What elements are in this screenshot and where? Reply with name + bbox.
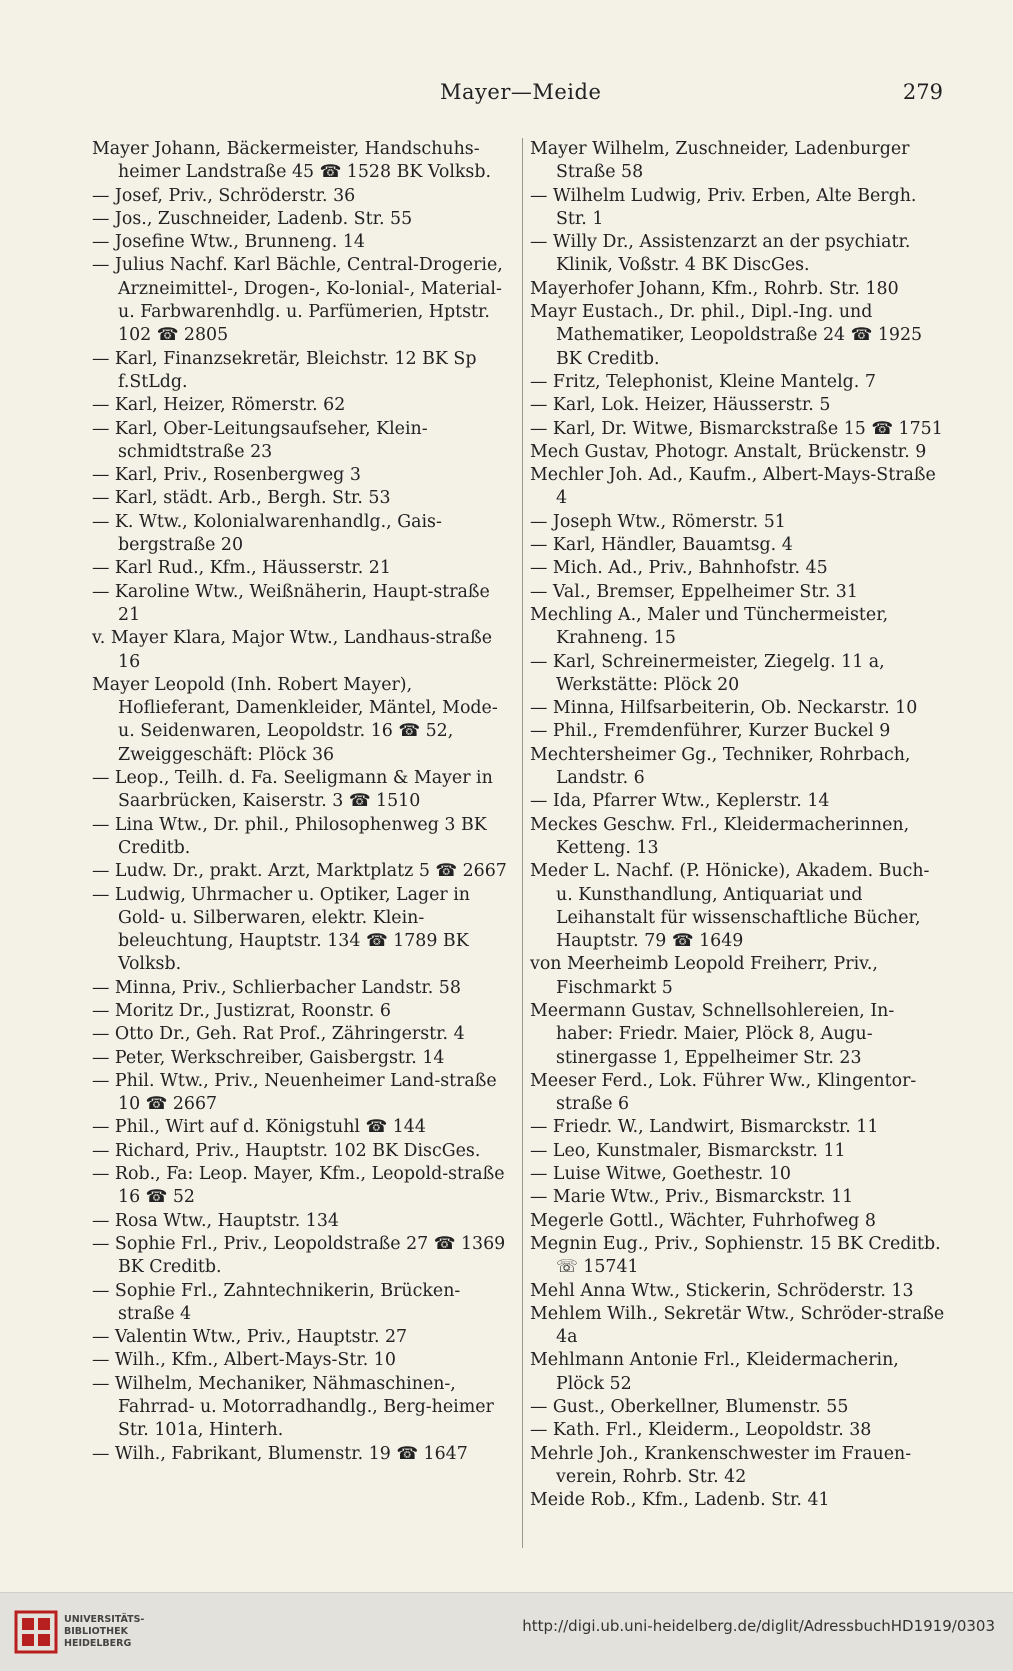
library-name: [64, 1614, 144, 1650]
directory-entry: Mehrle Joh., Krankenschwester im Frauen-verein, Rohrb. Str. 42: [530, 1443, 912, 1487]
directory-entry: Mehlem Wilh., Sekretär Wtw., Schröder-straße 4a: [530, 1303, 945, 1348]
directory-entry: — Karl, Ober-Leitungsaufseher, Klein-schmidtstraße 23: [92, 418, 428, 462]
directory-entry: Mechling A., Maler und Tünchermeister, Krahneng. 15: [530, 604, 889, 649]
left-column: [92, 138, 512, 1466]
directory-entry: — Otto Dr., Geh. Rat Prof., Zähringerstr. 4: [92, 1024, 465, 1045]
directory-entry: — Gust., Oberkellner, Blumenstr. 55: [530, 1397, 849, 1418]
directory-entry: — Rob., Fa: Leop. Mayer, Kfm., Leopold-straße 16 ☎ 52: [92, 1164, 505, 1208]
directory-entry: — Luise Witwe, Goethestr. 10: [530, 1164, 791, 1185]
directory-entry: — Wilhelm Ludwig, Priv. Erben, Alte Bergh. Str. 1: [530, 185, 917, 229]
directory-entry: Mayerhofer Johann, Kfm., Rohrb. Str. 180: [530, 278, 899, 299]
page-number: 279: [902, 80, 943, 104]
directory-entry: — Karl, Dr. Witwe, Bismarckstraße 15 ☎ 1751: [530, 418, 943, 439]
right-column: [530, 138, 950, 1513]
directory-entry: — Wilhelm, Mechaniker, Nähmaschinen-, Fahrrad- u. Motorradhandlg., Berg-heimer Str. 101a, Hinterh.: [92, 1373, 494, 1441]
directory-entry: — Ludw. Dr., prakt. Arzt, Marktplatz 5 ☎ 2667: [92, 861, 507, 882]
directory-entry: — Minna, Priv., Schlierbacher Landstr. 58: [92, 977, 461, 998]
directory-entry: — Kath. Frl., Kleiderm., Leopoldstr. 38: [530, 1420, 872, 1441]
column-divider: [522, 138, 523, 1548]
directory-entry: Mayer Leopold (Inh. Robert Mayer), Hoflieferant, Damenkleider, Mäntel, Mode- u. Seidenwaren, Leopoldstr. 16 ☎ 52, Zweiggeschäft: Plöck 36: [92, 674, 498, 765]
directory-entry: — Peter, Werkschreiber, Gaisbergstr. 14: [92, 1047, 445, 1068]
viewer-footer: [0, 1592, 1013, 1671]
directory-entry: — Val., Bremser, Eppelheimer Str. 31: [530, 581, 858, 602]
directory-entry: Mech Gustav, Photogr. Anstalt, Brückenstr. 9: [530, 441, 927, 462]
directory-entry: — Joseph Wtw., Römerstr. 51: [530, 511, 786, 532]
directory-entry: — Minna, Hilfsarbeiterin, Ob. Neckarstr. 10: [530, 698, 918, 719]
directory-entry: Megnin Eug., Priv., Sophienstr. 15 BK Creditb. ☏ 15741: [530, 1233, 941, 1278]
directory-entry: — Willy Dr., Assistenzarzt an der psychiatr. Klinik, Voßstr. 4 BK DiscGes.: [530, 232, 911, 276]
directory-entry: Mayer Wilhelm, Zuschneider, Ladenburger Straße 58: [530, 139, 910, 183]
library-name-line: BIBLIOTHEK: [64, 1626, 128, 1637]
directory-entry: — Sophie Frl., Priv., Leopoldstraße 27 ☎ 1369 BK Creditb.: [92, 1233, 506, 1278]
directory-entry: — Karl Rud., Kfm., Häusserstr. 21: [92, 558, 391, 579]
directory-entry: — Phil. Wtw., Priv., Neuenheimer Land-straße 10 ☎ 2667: [92, 1070, 497, 1115]
source-url-link[interactable]: http://digi.ub.uni-heidelberg.de/diglit/AdressbuchHD1919/0303: [522, 1617, 995, 1635]
directory-entry: — Josef, Priv., Schröderstr. 36: [92, 185, 356, 206]
directory-entry: — Fritz, Telephonist, Kleine Mantelg. 7: [530, 371, 876, 392]
directory-entry: — Wilh., Fabrikant, Blumenstr. 19 ☎ 1647: [92, 1443, 468, 1464]
directory-entry: — Leo, Kunstmaler, Bismarckstr. 11: [530, 1140, 846, 1161]
directory-entry: — Valentin Wtw., Priv., Hauptstr. 27: [92, 1327, 408, 1348]
directory-entry: Mehlmann Antonie Frl., Kleidermacherin, Plöck 52: [530, 1350, 899, 1394]
directory-entry: — Jos., Zuschneider, Ladenb. Str. 55: [92, 208, 413, 229]
directory-entry: — Moritz Dr., Justizrat, Roonstr. 6: [92, 1000, 391, 1021]
directory-entry: — Friedr. W., Landwirt, Bismarckstr. 11: [530, 1117, 879, 1138]
directory-entry: — Karoline Wtw., Weißnäherin, Haupt-straße 21: [92, 581, 490, 625]
directory-entry: Meide Rob., Kfm., Ladenb. Str. 41: [530, 1490, 830, 1511]
directory-entry: — Ludwig, Uhrmacher u. Optiker, Lager in Gold- u. Silberwaren, elektr. Klein-beleuchtung, Hauptstr. 134 ☎ 1789 BK Volksb.: [92, 884, 470, 975]
directory-entry: — Marie Wtw., Priv., Bismarckstr. 11: [530, 1187, 854, 1208]
directory-entry: — Karl, städt. Arb., Bergh. Str. 53: [92, 488, 391, 509]
directory-entry: Mechtersheimer Gg., Techniker, Rohrbach, Landstr. 6: [530, 744, 911, 789]
directory-entry: — Josefine Wtw., Brunneng. 14: [92, 232, 365, 253]
directory-entry: — Karl, Schreinermeister, Ziegelg. 11 a, Werkstätte: Plöck 20: [530, 651, 885, 695]
running-head: Mayer—Meide: [440, 80, 602, 104]
directory-entry: — Richard, Priv., Hauptstr. 102 BK DiscGes.: [92, 1140, 481, 1161]
directory-entry: — Leop., Teilh. d. Fa. Seeligmann & Mayer in Saarbrücken, Kaiserstr. 3 ☎ 1510: [92, 768, 493, 812]
directory-entry: Megerle Gottl., Wächter, Fuhrhofweg 8: [530, 1210, 876, 1231]
directory-entry: Meckes Geschw. Frl., Kleidermacherinnen, Ketteng. 13: [530, 814, 910, 858]
directory-entry: — Karl, Heizer, Römerstr. 62: [92, 395, 346, 416]
directory-entry: — Karl, Händler, Bauamtsg. 4: [530, 535, 793, 556]
library-name-line: HEIDELBERG: [64, 1638, 132, 1649]
directory-entry: — Karl, Lok. Heizer, Häusserstr. 5: [530, 395, 831, 416]
directory-entry: v. Mayer Klara, Major Wtw., Landhaus-straße 16: [92, 628, 493, 672]
directory-entry: — K. Wtw., Kolonialwarenhandlg., Gais-bergstraße 20: [92, 511, 442, 556]
directory-entry: Mechler Joh. Ad., Kaufm., Albert-Mays-Straße 4: [530, 465, 936, 509]
directory-entry: — Mich. Ad., Priv., Bahnhofstr. 45: [530, 558, 828, 579]
directory-entry: von Meerheimb Leopold Freiherr, Priv., Fischmarkt 5: [530, 954, 878, 998]
directory-entry: Mayer Johann, Bäckermeister, Handschuhs-heimer Landstraße 45 ☎ 1528 BK Volksb.: [92, 139, 492, 183]
directory-entry: — Ida, Pfarrer Wtw., Keplerstr. 14: [530, 791, 830, 812]
directory-entry: Meeser Ferd., Lok. Führer Ww., Klingentor-straße 6: [530, 1070, 917, 1115]
directory-entry: Mayr Eustach., Dr. phil., Dipl.-Ing. und Mathematiker, Leopoldstraße 24 ☎ 1925 BK Creditb.: [530, 302, 923, 369]
directory-entry: — Karl, Priv., Rosenbergweg 3: [92, 465, 361, 486]
directory-entry: — Wilh., Kfm., Albert-Mays-Str. 10: [92, 1350, 396, 1371]
directory-entry: Meder L. Nachf. (P. Hönicke), Akadem. Buch- u. Kunsthandlung, Antiquariat und Leihanstalt für wissenschaftliche Bücher, Hauptstr. 79 ☎ 1649: [530, 861, 930, 952]
directory-entry: — Phil., Fremdenführer, Kurzer Buckel 9: [530, 721, 891, 742]
directory-entry: Meermann Gustav, Schnellsohlereien, In-haber: Friedr. Maier, Plöck 8, Augu-stinergasse 1, Eppelheimer Str. 23: [530, 1000, 895, 1068]
directory-entry: Mehl Anna Wtw., Stickerin, Schröderstr. 13: [530, 1280, 914, 1301]
directory-entry: — Sophie Frl., Zahntechnikerin, Brücken-straße 4: [92, 1280, 461, 1324]
library-name-line: UNIVERSITÄTS-: [64, 1614, 145, 1625]
directory-entry: — Lina Wtw., Dr. phil., Philosophenweg 3 BK Creditb.: [92, 814, 487, 858]
directory-entry: — Phil., Wirt auf d. Königstuhl ☎ 144: [92, 1117, 426, 1138]
directory-entry: — Rosa Wtw., Hauptstr. 134: [92, 1210, 339, 1231]
directory-entry: — Karl, Finanzsekretär, Bleichstr. 12 BK Sp f.StLdg.: [92, 348, 477, 392]
library-logo-icon: [14, 1610, 58, 1654]
directory-entry: — Julius Nachf. Karl Bächle, Central-Drogerie, Arzneimittel-, Drogen-, Ko-lonial-, Material- u. Farbwarenhdlg. u. Parfümerien, Hptstr. 102 ☎ 2805: [92, 255, 503, 346]
